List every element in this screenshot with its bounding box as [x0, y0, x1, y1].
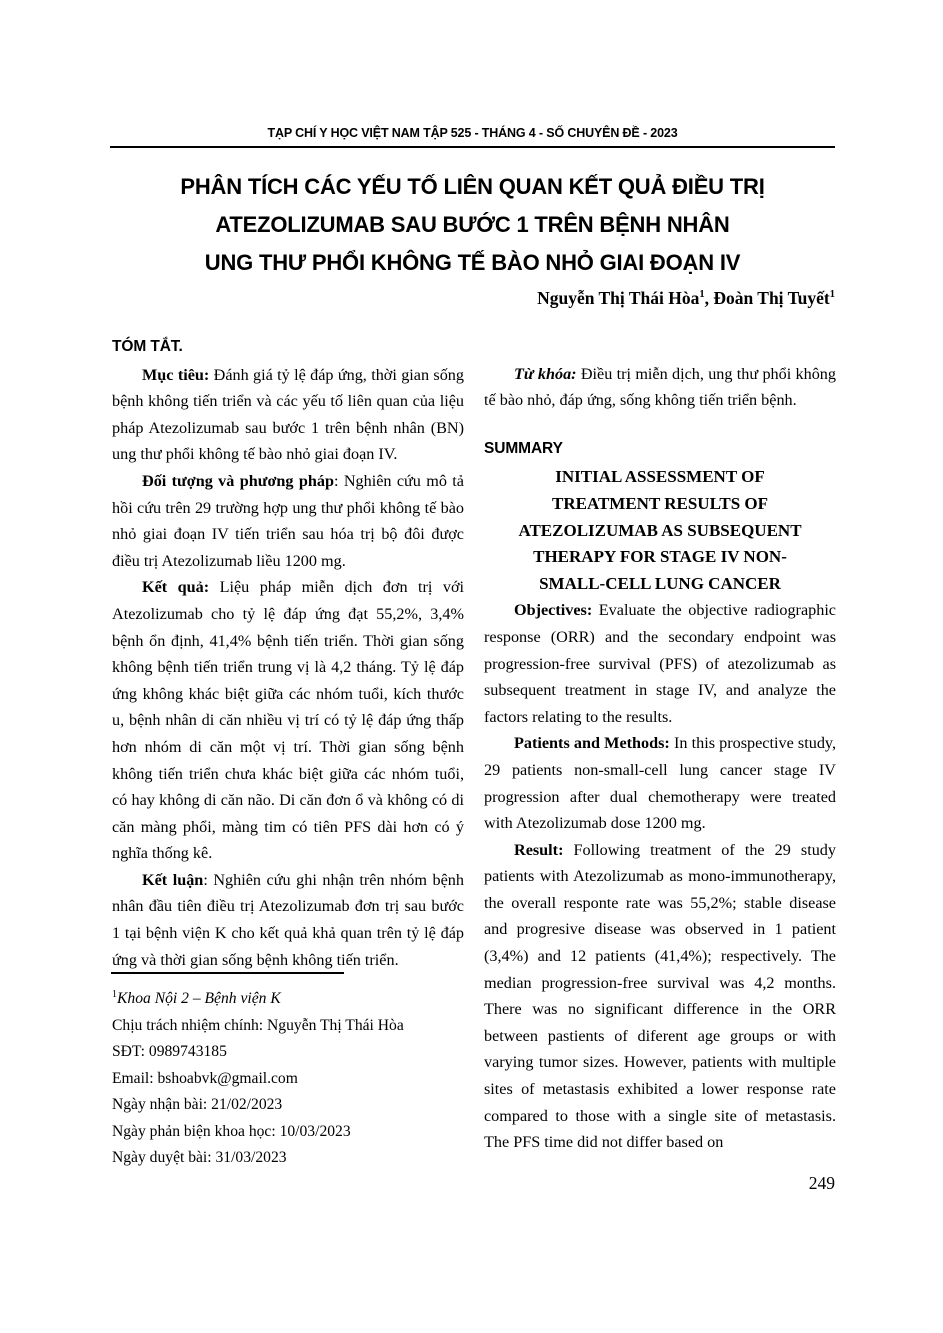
abstract-en-heading: SUMMARY	[484, 439, 563, 457]
footnote-affiliation-marker: 1	[112, 989, 117, 1000]
abstract-vi-results	[112, 574, 464, 867]
right-column	[484, 334, 836, 1156]
methods-text: : Nghiên cứu mô tả hồi cứu trên 29 trường hợp ung thư phổi không tế bào nhỏ giai đoạn IV tiến triển sau hóa trị bộ đôi được điều trị Atezolizumab liều 1200 mg.	[112, 471, 464, 570]
abstract-en-objectives	[484, 597, 836, 730]
conclusion-label: Kết luận	[142, 870, 204, 889]
conclusion-text: : Nghiên cứu ghi nhận trên nhóm bệnh nhân đầu tiên điều trị Atezolizumab đơn trị sau bước 1 tại bệnh viện K cho kết quả khả quan trên tỷ lệ đáp ứng và thời gian sống bệnh không tiến triển.	[112, 870, 464, 969]
author-list	[110, 288, 835, 309]
abstract-vi-keywords	[484, 361, 836, 414]
abstract-en-result	[484, 837, 836, 1156]
en-result-text: Following treatment of the 29 study patients with Atezolizumab as mono-immunotherapy, the overall responte rate was 55,2%; stable disease and progresive disease was observed in 1 patient (3,4%) and 12 patients (41,4%); respectively. The median progression-free survival was 4,2 months. There was no significant difference in the ORR between pastients of diferent age groups or with varying tumor sizes. However, patients with multiple sites of metastasis exhibited a lower response rate compared to those with a single site of metastasis. The PFS time did not differ based on	[484, 840, 836, 1152]
section-gap	[484, 414, 836, 436]
en-result-label: Result:	[514, 840, 564, 859]
methods-label: Đối tượng và phương pháp	[142, 471, 334, 490]
title-line-2: ATEZOLIZUMAB SAU BƯỚC 1 TRÊN BỆNH NHÂN	[215, 212, 730, 237]
page-number: 249	[808, 1173, 835, 1193]
keywords-label: Từ khóa:	[514, 364, 577, 383]
footnote-review-date: Ngày phản biện khoa học: 10/03/2023	[112, 1122, 351, 1140]
abstract-vi-methods	[112, 468, 464, 574]
abstract-vi-conclusion	[112, 867, 464, 973]
english-title	[484, 464, 836, 597]
en-title-line-2: TREATMENT RESULTS OF	[551, 493, 769, 513]
results-text: Liệu pháp miễn dịch đơn trị với Atezolizumab cho tỷ lệ đáp ứng đạt 55,2%, 3,4% bệnh ổn định, 41,4% bệnh tiến triển. Thời gian sống không bệnh tiến triển trung vị là 4,2 tháng. Tỷ lệ đáp ứng không khác biệt giữa các nhóm tuổi, kích thước u, bệnh nhân di căn nhiều vị trí có tỷ lệ đáp ứng thấp hơn nhóm di căn một vị trí. Thời gian sống bệnh không tiến triển chưa khác biệt giữa các nhóm tuổi, có hay không di căn não. Di căn đơn ổ và không có di căn màng phổi, màng tim có tiên PFS dài hơn có ý nghĩa thống kê.	[112, 578, 465, 863]
en-methods-label: Patients and Methods:	[514, 734, 670, 753]
left-column	[112, 334, 464, 973]
author-name-1: Nguyễn Thị Thái Hòa	[537, 288, 700, 308]
en-title-line-4: THERAPY FOR STAGE IV NON-	[533, 547, 787, 567]
abstract-vi-conclusion-continued	[484, 334, 836, 361]
en-objectives-text: Evaluate the objective radiographic response (ORR) and the secondary endpoint was progression-free survival (PFS) of atezolizumab as subsequent treatment in stage IV, and analyze the factors relating to the results.	[484, 601, 836, 726]
objective-label: Mục tiêu:	[142, 365, 210, 384]
abstract-vi-objective	[112, 362, 464, 468]
footnote-phone: SĐT: 0989743185	[112, 1043, 227, 1061]
title-line-3: UNG THƯ PHỔI KHÔNG TẾ BÀO NHỎ GIAI ĐOẠN IV	[204, 250, 741, 275]
results-label: Kết quả:	[142, 578, 210, 597]
footnote-email: Email: bshoabvk@gmail.com	[112, 1069, 298, 1087]
abstract-vi-heading: TÓM TẮT.	[112, 338, 183, 355]
footnote-block	[112, 982, 464, 1172]
running-head: TẠP CHÍ Y HỌC VIỆT NAM TẬP 525 - THÁNG 4 - SỐ CHUYÊN ĐỀ - 2023	[267, 126, 678, 140]
author-affiliation-marker-2: 1	[829, 289, 835, 301]
en-title-line-1: INITIAL ASSESSMENT OF	[555, 467, 765, 487]
footnote-rule	[111, 972, 344, 974]
footnote-responsible: Chịu trách nhiệm chính: Nguyễn Thị Thái Hòa	[112, 1016, 404, 1034]
page-title	[110, 168, 835, 282]
footnote-affiliation-text: Khoa Nội 2 – Bệnh viện K	[117, 990, 281, 1008]
en-title-line-5: SMALL-CELL LUNG CANCER	[539, 573, 781, 593]
keywords-text: Điều trị miễn dịch, ung thư phổi không tế bào nhỏ, đáp ứng, sống không tiến triển bệnh.	[484, 364, 836, 410]
header-rule	[110, 146, 835, 148]
footnote-affiliation	[112, 982, 464, 1013]
en-title-line-3: ATEZOLIZUMAB AS SUBSEQUENT	[518, 520, 802, 540]
en-objectives-label: Objectives:	[514, 601, 593, 620]
title-line-1: PHÂN TÍCH CÁC YẾU TỐ LIÊN QUAN KẾT QUẢ ĐIỀU TRỊ	[180, 174, 765, 199]
author-affiliation-marker-1: 1	[699, 289, 705, 301]
en-methods-text: In this prospective study, 29 patients non-small-cell lung cancer stage IV progression after dual chemotherapy were treated with Atezolizumab dose 1200 mg.	[484, 734, 836, 833]
objective-text: Đánh giá tỷ lệ đáp ứng, thời gian sống bệnh không tiến triển và các yếu tố liên quan của liệu pháp Atezolizumab sau bước 1 trên bệnh nhân (BN) ung thư phổi không tế bào nhỏ giai đoạn IV.	[112, 365, 464, 464]
author-name-2: , Đoàn Thị Tuyết	[704, 288, 830, 308]
abstract-en-methods	[484, 730, 836, 836]
footnote-accepted-date: Ngày duyệt bài: 31/03/2023	[112, 1149, 287, 1167]
footnote-received-date: Ngày nhận bài: 21/02/2023	[112, 1096, 283, 1114]
